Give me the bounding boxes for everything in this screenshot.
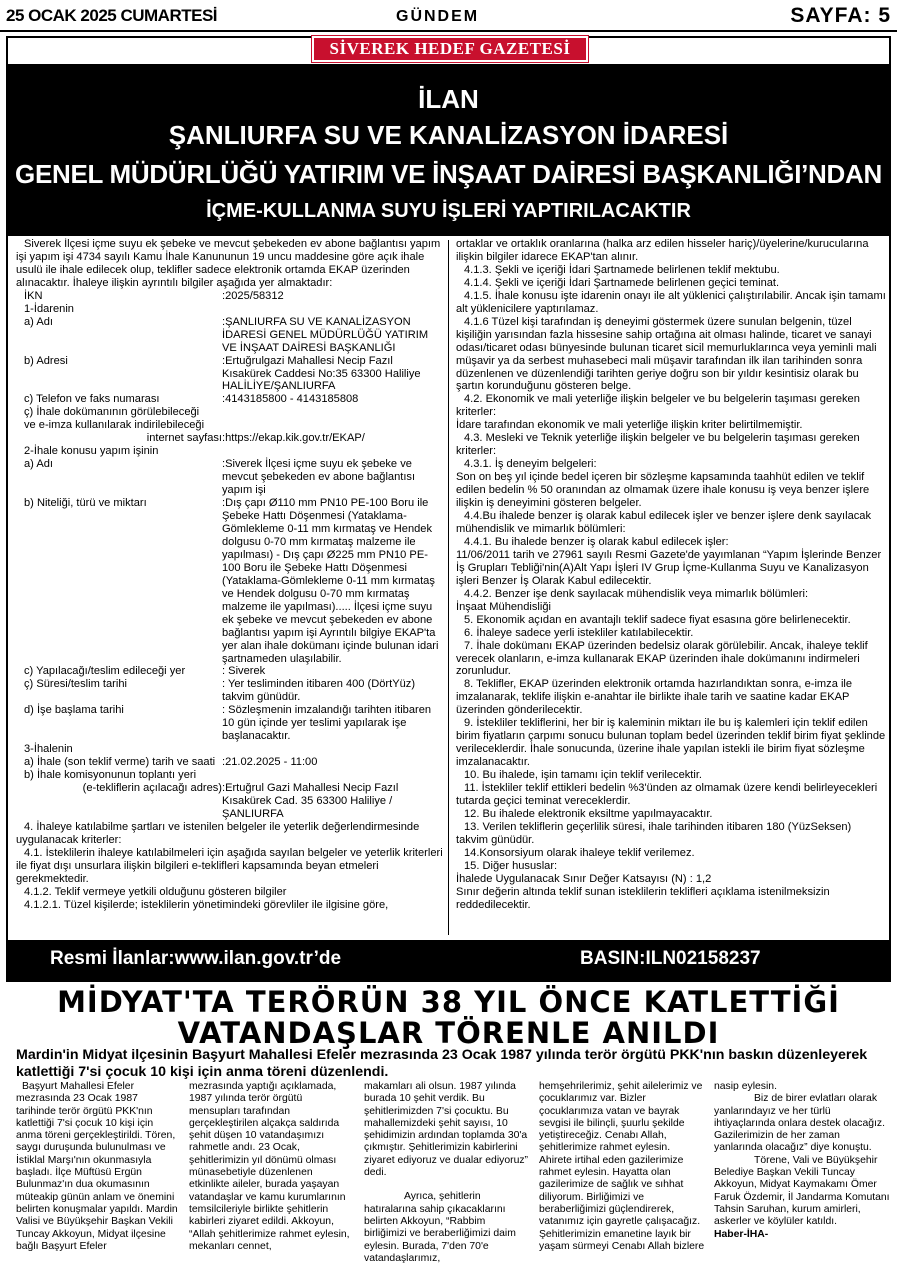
news-paragraph: Ayrıca, şehitlerin hatıralarına sahip çıkacaklarını belirten Akkoyun, “Rabbim birliğimizi ve beraberliğimizi daim eylesin. Burada, 7'den 70'e vatandaşlarımız, [364, 1191, 516, 1264]
tender-date-row [16, 756, 443, 769]
location-value: : Siverek [222, 665, 266, 678]
ad-clause: 8. Teklifler, EKAP üzerinden elektronik ortamda hazırlandıktan sonra, e-imza ile imzalanarak, teklife ilişkin e-anahtar ile birlikte ihale tarih ve saatine kadar EKAP üzerinden gönderilecektir. [456, 678, 853, 717]
start-date-value: : Sözleşmenin imzalandığı tarihten itibaren 10 gün içinde yer teslimi yapılarak işe başlanacaktır. [222, 704, 432, 743]
ad-clause: 6. İhaleye sadece yerli istekliler katılabilecektir. [464, 626, 694, 639]
ad-subject: İÇME-KULLANMA SUYU İŞLERİ YAPTIRILACAKTIR [206, 200, 691, 222]
ad-clause: Son on beş yıl içinde bedel içeren bir sözleşme kapsamında taahhüt edilen ve teklif edilen bedelin % 50 oranından az olmamak üzere ihale konusu iş veya benzer işlere ilişkin iş deneyimini gösteren belgeler. [456, 471, 870, 510]
start-date-row [16, 704, 443, 743]
issue-date: 25 OCAK 2025 CUMARTESİ [6, 6, 218, 25]
ad-clause-4: 4. İhaleye katılabilme şartları ve istenilen belgeler ile yeterlik değerlendirmesinde uygulanacak kriterler: [16, 820, 420, 846]
admin-name-value: :ŞANLIURFA SU VE KANALİZASYON İDARESİ GENEL MÜDÜRLÜĞÜ YATIRIM VE İNŞAAT DAİRESİ BAŞKANLIĞI [222, 315, 429, 354]
ad-clause: 4.4.2. Benzer işe denk sayılacak mühendislik veya mimarlık bölümleri: [464, 587, 809, 600]
news-paragraph: Biz de birer evlatları olarak yanlarındayız ve her türlü ihtiyaçlarında onlara destek olacağız. Gazilerimizin de her zaman yanlarında olacağız” diye konuştu. [714, 1093, 885, 1154]
ikn-row [16, 290, 443, 303]
tender-date-label: a) İhale (son teklif verme) tarih ve saati [24, 756, 216, 769]
news-column-5 [714, 1081, 890, 1279]
ad-clause: 10. Bu ihalede, işin tamamı için teklif verilecektir. [464, 769, 703, 782]
ad-clause: 4.4.Bu ihalede benzer iş olarak kabul edilecek işler ve benzer işlere denk sayılacak mühendislik ve mimarlık bölümleri: [456, 510, 871, 535]
start-date-label: d) İşe başlama tarihi [24, 704, 124, 717]
ad-clause: 13. Verilen tekliflerin geçerlilik süresi, ihale tarihinden itibaren 180 (YüzSeksen) takvim günüdür. [456, 820, 852, 846]
ad-column-right [456, 238, 886, 938]
news-column-4 [539, 1081, 705, 1279]
ad-title-block [8, 64, 889, 236]
admin-address-value: :Ertuğrulgazi Mahallesi Necip Fazıl Kısakürek Caddesi No:35 63300 Haliliye HALİLİYE/ŞANLIURFA [222, 354, 421, 393]
ad-clause: 15. Diğer hususlar: [464, 859, 558, 872]
ikn-value: :2025/58312 [222, 289, 284, 302]
ad-clause: 9. İstekliler tekliflerini, her bir iş kaleminin miktarı ile bu iş kalemleri için teklif edilen birim fiyatların çarpımı sonucu bulunan toplam bedel üzerinden teklif birim fiyat şeklinde verileceklerdir. İhale sonucunda, üzerine ihale yapılan istekli ile birim fiyat sözleşme imzalanacaktır. [456, 717, 886, 769]
news-column-3 [364, 1081, 530, 1279]
ad-clause: 14.Konsorsiyum olarak ihaleye teklif verilemez. [464, 846, 695, 859]
ad-clause: 4.1.4. Şekli ve içeriği İdari Şartnamede belirlenen geçici teminat. [464, 276, 780, 289]
section-2-heading: 2-İhale konusu yapım işinin [24, 445, 159, 458]
work-detail-value: :Dış çapı Ø110 mm PN10 PE-100 Boru ile Şebeke Hattı Döşenmesi (Yataklama-Gömlekleme 0-11 mm kırmataş ve Hendek dolgusu 0-70 mm kırmataş malzeme ile yapılması) - Dış çapı Ø225 mm PN10 PE-100 Boru ile Şebeke Hattı Döşenmesi (Yataklama-Gömlekleme 0-11 mm kırmataş ve Hendek dolgusu 0-70 mm kırmataş malzeme ile yapılması)..... İlçesi içme suyu ek şebeke ve mevcut şebekeden ev abone bağlantısı yapım işi Ayrıntılı bilgiye EKAP'ta yer alan ihale dokümanı içinde bulunan idari şartnameden ulaşılabilir. [222, 497, 439, 665]
docs-url-row [16, 432, 443, 445]
ad-clause: 4.1.6 Tüzel kişi tarafından iş deneyimi göstermek üzere sunulan belgenin, tüzel kişiliğin yarısından fazla hissesine sahip ortağına ait olması halinde, ticaret ve sanayi odası/ticaret odası bünyesinde bulunan ticaret sicil memurluklarınca veya yeminli mali müşavir ya da serbest muhasebeci mali müşavir tarafından ilk ilan tarihinden sonra düzenlenen ve düzenlendiği tarihten geriye doğru son bir yıldır kesintisiz olarak bu şartın korunduğunu gösteren belge. [456, 315, 877, 393]
ad-issuer: ŞANLIURFA SU VE KANALİZASYON İDARESİ [168, 120, 729, 150]
news-column-2 [189, 1081, 355, 1279]
section-3-heading: 3-İhalenin [24, 743, 73, 756]
ad-clause-4-1-2: 4.1.2. Teklif vermeye yetkili olduğunu gösteren bilgiler [24, 885, 287, 898]
commission-label-2: (e-tekliflerin açılacağı adres) [82, 782, 222, 795]
official-ads-link: Resmi İlanlar:www.ilan.gov.tr’de [50, 948, 342, 969]
phone-fax-value: :4143185800 - 4143185808 [222, 393, 359, 406]
ad-clause: 4.2. Ekonomik ve mali yeterliğe ilişkin belgeler ve bu belgelerin taşıması gereken kriterler: [456, 393, 860, 419]
work-detail-label: b) Niteliği, türü ve miktarı [24, 497, 147, 510]
news-byline: Haber-İHA- [714, 1228, 769, 1240]
duration-label: ç) Süresi/teslim tarihi [24, 678, 127, 691]
page-header [0, 0, 897, 32]
admin-address-row [16, 355, 443, 394]
news-headline-line-2: VATANDAŞLAR TÖRENLE ANILDI [177, 1016, 720, 1050]
ad-clause: İnşaat Mühendisliği [456, 600, 551, 613]
duration-value: : Yer tesliminden itibaren 400 (DörtYüz) takvim günüdür. [222, 678, 416, 704]
ad-clause-4-1-2-1: 4.1.2.1. Tüzel kişilerde; isteklilerin yönetimindeki görevliler ile ilgisine göre, [24, 898, 389, 911]
news-lead: Mardin'in Midyat ilçesinin Başyurt Mahallesi Efeler mezrasında 23 Ocak 1987 yılında terör örgütü PKK'nın baskın düzenleyerek katlettiği 7'si çocuk 10 kişi için anma töreni düzenlendi. [16, 1047, 868, 1080]
admin-name-row [16, 316, 443, 355]
work-name-label: a) Adı [24, 458, 53, 471]
tender-date-value: :21.02.2025 - 11:00 [222, 756, 318, 769]
commission-label-1: b) İhale komisyonunun toplantı yeri [24, 769, 197, 782]
work-name-value: :Siverek İlçesi içme suyu ek şebeke ve mevcut şebekeden ev abone bağlantısı yapım işi [222, 458, 416, 497]
ad-clause: 4.3. Mesleki ve Teknik yeterliğe ilişkin belgeler ve bu belgelerin taşıması gereken kriterler: [456, 432, 860, 458]
column-divider [448, 240, 449, 935]
news-column-1 [16, 1081, 180, 1279]
ad-clause-4-1: 4.1. İsteklilerin ihaleye katılabilmeleri için aşağıda sayılan belgeler ve yeterlik kriterleri ile fiyat dışı unsurlara ilişkin bilgileri e-teklifleri kapsamında beyan etmeleri gerekmektedir. [16, 846, 443, 885]
press-code: BASIN:ILN02158237 [580, 948, 761, 969]
news-paragraph: Törene, Vali ve Büyükşehir Belediye Başkan Vekili Tuncay Akkoyun, Midyat Kaymakamı Ömer Faruk Özdemir, İl Jandarma Komutanı Tahsin Saruhan, kurum amirleri, askerler ve köylüler katıldı. [714, 1154, 890, 1228]
location-row [16, 665, 443, 678]
admin-address-label: b) Adresi [24, 354, 68, 367]
ad-clause: 4.3.1. İş deneyim belgeleri: [464, 458, 597, 471]
newspaper-name-banner: SİVEREK HEDEF GAZETESİ [312, 36, 588, 62]
ad-department: GENEL MÜDÜRLÜĞÜ YATIRIM VE İNŞAAT DAİRESİ BAŞKANLIĞI’NDAN [15, 159, 882, 189]
ad-clause: 11. İstekliler teklif ettikleri bedelin %3'ünden az olmamak üzere kendi belirleyecekleri tutarda geçici teminat vereceklerdir. [456, 782, 878, 807]
ad-clause: 5. Ekonomik açıdan en avantajlı teklif sadece fiyat esasına göre belirlenecektir. [464, 613, 851, 626]
commission-row [16, 782, 443, 821]
news-paragraph: Başyurt Mahallesi Efeler mezrasında 23 Ocak 1987 tarihinde terör örgütü PKK'nın katlettiği 7'si çocuk 10 kişi için anma töreni gerçekleştirildi. Tören, saygı duruşunda bulunulması ve İstiklal Marşı'nın okunmasıyla başladı. İlçe Müftüsü Ergün Bulunmaz'ın dua okumasının müteakip günün anlam ve önemini belirten konuşmalar yapıldı. Mardin Valisi ve Büyükşehir Başkan Vekili Tuncay Akkoyun, Midyat ilçesine bağlı Başyurt Efeler [16, 1081, 178, 1252]
news-paragraph: makamları ali olsun. 1987 yılında burada 10 şehit verdik. Bu şehitlerimizden 7'si çocuktu. Bu mahallemizdeki şehit sayısı, 10 şehidimizin ardından toplamda 30'a çıkmıştır. Şehitlerimizin kabirlerini ziyaret ediyoruz ve dualar ediyoruz” dedi. [364, 1081, 529, 1179]
phone-fax-label: c) Telefon ve faks numarası [24, 393, 160, 406]
ikn-label: İKN [24, 289, 43, 302]
ad-clause: 7. İhale dokümanı EKAP üzerinden bedelsiz olarak görülebilir. Ancak, ihaleye teklif verecek olanların, e-imza kullanarak EKAP üzerinden ihale dokümanını indirmeleri zorunludur. [456, 639, 868, 678]
phone-fax-row [16, 393, 443, 406]
ad-clause: 11/06/2011 tarih ve 27961 sayılı Resmi Gazete'de yayımlanan “Yapım İşlerinde Benzer İş Grupları Tebliği'nin(A)Alt Yapı İşleri IV Grup İçme-Kullanma Suyu ve Kanalizasyon işleri Benzer İş Olarak Kabul edilecektir. [456, 548, 882, 587]
page-number: SAYFA: 5 [790, 4, 891, 27]
ad-clause: Sınır değerin altında teklif sunan isteklilerin teklifleri açıklama istenilmeksizin reddedilecektir. [456, 885, 830, 911]
news-headline-line-1: MİDYAT'TA TERÖRÜN 38 YIL ÖNCE KATLETTİĞİ [57, 985, 840, 1019]
ad-clause: 12. Bu ihalede elektronik eksiltme yapılmayacaktır. [464, 807, 713, 820]
work-detail-row [16, 497, 443, 665]
duration-row [16, 678, 443, 704]
news-paragraph: hemşehrilerimiz, şehit ailelerimiz ve çocuklarımız var. Bizler çocuklarımıza vatan ve bayrak sevgisi ile bilinçli, şuurlu şekilde yetiştireceğiz. Cenabı Allah, şehitlerimize rahmet eylesin. Ahirete irtihal eden gazilerimize rahmet eylesin. Hayatta olan gazilerimize de sağlık ve sıhhat diliyorum. Birliğimizi ve beraberliğimizi güçlendirerek, vatanımız için gayretle çalışacağız. Şehitlerimizin emanetine layık bir yaşam sürmeyi Cenabı Allah bizlere [539, 1081, 705, 1252]
ad-clause: 4.4.1. Bu ihalede benzer iş olarak kabul edilecek işler: [464, 535, 729, 548]
docs-url-value: :https://ekap.kik.gov.tr/EKAP/ [222, 432, 365, 445]
section-1-heading: 1-İdarenin [24, 302, 74, 315]
ad-clause: ortaklar ve ortaklık oranlarına (halka arz edilen hisseler hariç)/üyelerine/kurucularına ilişkin bilgiler idarece EKAP'tan alınır. [456, 238, 869, 263]
ad-title: İLAN [418, 84, 479, 114]
docs-label-2: ve e-imza kullanılarak indirilebileceği [24, 419, 205, 432]
news-paragraph: mezrasında yaptığı açıklamada, 1987 yılında terör örgütü mensupları tarafından gerçekleştirilen alçakça saldırıda şehit düşen 10 vatandaşımızı rahmetle andı. 23 Ocak, şehitlerimizin yıl dönümü olması münasebetiyle düzenlenen etkinlikte aileler, burada yaşayan vatandaşlar ve kamu kurumlarının temsilcileriyle birlikte şehitlerin kabirleri ziyaret edildi. Akkoyun, “Allah şehitlerimize rahmet eylesin, mekanları cennet, [189, 1081, 350, 1252]
docs-label-1: ç) İhale dokümanının görülebileceği [24, 406, 200, 419]
ad-intro: Siverek İlçesi içme suyu ek şebeke ve mevcut şebekeden ev abone bağlantısı yapım işi yapım işi 4734 sayılı Kamu İhale Kanununun 19 uncu maddesine göre açık ihale usulü ile ihale edilecek olup, teklifler sadece elektronik ortamda EKAP üzerinden alınacaktır. İhaleye ilişkin ayrıntılı bilgiler aşağıda yer almaktadır: [16, 238, 441, 289]
ad-clause: İhalede Uygulanacak Sınır Değer Katsayısı (N) : 1,2 [456, 872, 712, 885]
location-label: c) Yapılacağı/teslim edileceği yer [24, 665, 186, 678]
work-name-row [16, 458, 443, 497]
ad-clause: İdare tarafından ekonomik ve mali yeterliğe ilişkin kriter belirtilmemiştir. [456, 419, 803, 432]
admin-name-label: a) Adı [24, 315, 53, 328]
section-name: GÜNDEM [396, 8, 480, 25]
ad-clause: 4.1.5. İhale konusu işte idarenin onayı ile alt yüklenici çalıştırılabilir. Ancak işin tamamı alt yüklenicilere yaptırılamaz. [456, 289, 886, 315]
docs-url-label: internet sayfası [146, 432, 222, 445]
ad-column-left [16, 238, 443, 938]
news-paragraph: nasip eylesin. [714, 1081, 777, 1092]
ad-footer-bar [8, 940, 889, 980]
commission-value: :Ertuğrul Gazi Mahallesi Necip Fazıl Kısakürek Cad. 35 63300 Haliliye / ŞANLIURFA [222, 782, 399, 820]
ad-clause: 4.1.3. Şekli ve içeriği İdari Şartnamede belirlenen teklif mektubu. [464, 263, 780, 276]
